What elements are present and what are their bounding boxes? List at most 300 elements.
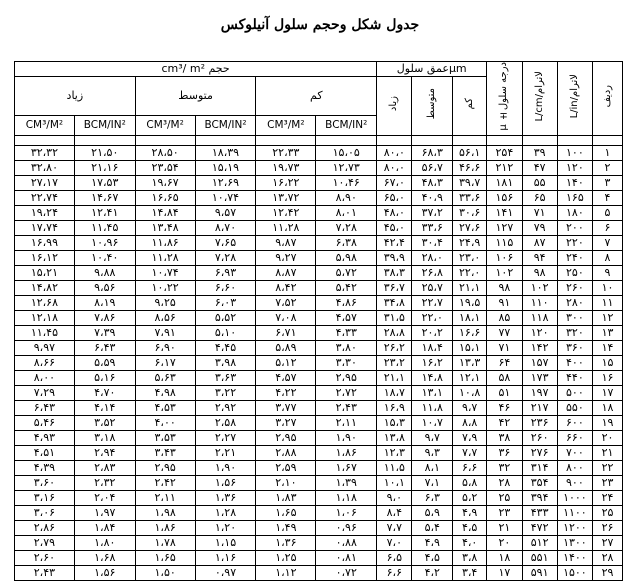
table-cell: ۱۲،۶۹	[195, 175, 256, 190]
table-cell: ۵۱۲	[522, 535, 557, 550]
table-row	[15, 280, 623, 295]
table-cell: ۲،۵۹	[256, 460, 316, 475]
unit-cm-high: CM³/M²	[15, 115, 75, 135]
table-cell: ۱۰،۸	[453, 385, 487, 400]
table-cell: ۲۳۶	[522, 415, 557, 430]
table-cell: ۴۴۰	[557, 370, 592, 385]
table-cell: ۲،۱۱	[316, 415, 377, 430]
table-cell: ۸۰،۰	[377, 160, 412, 175]
table-cell: ۲۲،۷	[412, 295, 453, 310]
table-cell: ۲۰	[487, 535, 522, 550]
table-cell: ۱۴۰	[557, 175, 592, 190]
table-cell: ۳،۶۰	[15, 475, 75, 490]
table-cell: ۸،۸۷	[256, 265, 316, 280]
table-cell: ۴،۷۰	[74, 385, 135, 400]
table-cell: ۷۹	[522, 220, 557, 235]
table-cell: ۸	[593, 250, 623, 265]
table-cell: ۸،۵۶	[135, 310, 195, 325]
table-cell: ۲،۴۳	[15, 565, 75, 580]
table-cell: ۱،۸۴	[74, 520, 135, 535]
table-cell: ۳۹	[522, 145, 557, 160]
volume-medium-header: متوسط	[135, 77, 256, 116]
table-cell: ۳،۵۲	[74, 415, 135, 430]
table-cell: ۴،۰۰	[135, 415, 195, 430]
table-cell: ۴	[593, 190, 623, 205]
table-cell: ۷،۰	[377, 535, 412, 550]
table-cell: ۲،۶۰	[15, 550, 75, 565]
table-cell: ۵۹۱	[522, 565, 557, 580]
table-cell: ۴،۳۹	[15, 460, 75, 475]
table-cell: ۱۴،۸	[412, 370, 453, 385]
table-row	[15, 205, 623, 220]
table-cell: ۴،۹۳	[15, 430, 75, 445]
table-cell: ۲۰	[593, 430, 623, 445]
table-cell: ۱،۸۶	[316, 445, 377, 460]
table-cell: ۱۳،۴۸	[135, 220, 195, 235]
table-cell: ۳،۵۳	[135, 430, 195, 445]
table-cell: ۳۰،۴	[412, 235, 453, 250]
table-cell: ۴۳۳	[522, 505, 557, 520]
table-cell: ۱،۶۸	[74, 550, 135, 565]
table-cell: ۳۹۴	[522, 490, 557, 505]
table-cell: ۲۱،۱	[453, 280, 487, 295]
table-cell: ۷۱	[487, 340, 522, 355]
table-cell: ۴،۱۴	[74, 400, 135, 415]
table-cell: ۵،۹	[412, 505, 453, 520]
table-cell: ۳۹،۹	[377, 250, 412, 265]
table-cell: ۱۲،۱	[453, 370, 487, 385]
table-cell: ۱۴،۸۴	[135, 205, 195, 220]
table-cell: ۴،۵۱	[15, 445, 75, 460]
table-cell: ۱۵،۳	[377, 415, 412, 430]
table-cell: ۹،۳	[412, 445, 453, 460]
table-cell: ۲،۰۴	[74, 490, 135, 505]
table-cell: ۱۲،۴۲	[256, 205, 316, 220]
table-cell: ۵،۴۲	[316, 280, 377, 295]
table-cell: ۱۰،۲۲	[135, 280, 195, 295]
table-cell: ۱۴،۸۲	[15, 280, 75, 295]
table-cell: ۵،۵۲	[195, 310, 256, 325]
table-cell: ۵۵	[522, 175, 557, 190]
anilox-cell-table	[14, 61, 623, 581]
table-cell: ۱،۵۶	[74, 565, 135, 580]
table-cell: ۱،۳۶	[195, 490, 256, 505]
table-cell: ۹،۷	[453, 400, 487, 415]
table-cell: ۱،۵۶	[195, 475, 256, 490]
table-cell: ۱۲،۱۸	[15, 310, 75, 325]
table-cell: ۹،۲۵	[135, 295, 195, 310]
table-cell: ۲۲۰	[557, 235, 592, 250]
table-body	[15, 135, 623, 580]
table-cell: ۱۶،۶	[453, 325, 487, 340]
table-cell: ۸،۱۹	[74, 295, 135, 310]
table-cell: ۸،۷۰	[195, 220, 256, 235]
table-row	[15, 325, 623, 340]
table-cell: ۱۲۰	[557, 160, 592, 175]
table-cell: ۸،۹۰	[316, 190, 377, 205]
table-cell: ۲۳،۰	[453, 250, 487, 265]
table-row	[15, 250, 623, 265]
table-cell: ۱۰،۱	[377, 475, 412, 490]
table-cell: ۷،۹۱	[135, 325, 195, 340]
table-cell: ۵،۴	[412, 520, 453, 535]
table-cell: ۴،۲	[412, 565, 453, 580]
table-cell: ۲۱،۱	[377, 370, 412, 385]
table-cell: ۵۰۰	[557, 385, 592, 400]
table-cell: ۲،۲۷	[195, 430, 256, 445]
table-cell: ۹۱	[487, 295, 522, 310]
table-cell: ۲۴۰	[557, 250, 592, 265]
table-cell: ۲۶،۲	[377, 340, 412, 355]
table-cell: ۲۱	[593, 445, 623, 460]
table-cell: ۲۲	[593, 460, 623, 475]
table-cell: ۲۲،۰	[412, 310, 453, 325]
table-cell: ۸،۴	[377, 505, 412, 520]
table-cell: ۴۸،۰	[377, 205, 412, 220]
depth-low-header: کم	[453, 77, 487, 136]
table-cell: ۴،۹	[453, 505, 487, 520]
table-cell: ۲۰۰	[557, 220, 592, 235]
table-cell: ۳،۲۲	[195, 385, 256, 400]
table-cell: ۴۲	[487, 415, 522, 430]
table-cell: ۲۲،۷۴	[15, 190, 75, 205]
table-cell: ۵،۱۰	[195, 325, 256, 340]
table-cell: ۱۷	[487, 565, 522, 580]
table-cell: ۶۵	[522, 190, 557, 205]
table-cell: ۱۱۰	[522, 295, 557, 310]
table-cell: ۱،۹۸	[135, 505, 195, 520]
table-cell: ۱	[593, 145, 623, 160]
table-cell: ۲۵	[593, 505, 623, 520]
table-cell: ۱۹۷	[522, 385, 557, 400]
table-cell: ۳۵۴	[522, 475, 557, 490]
table-cell: ۶	[593, 220, 623, 235]
table-cell: ۴۵،۰	[377, 220, 412, 235]
table-cell: ۱۱،۵	[377, 460, 412, 475]
table-cell: ۹،۵۷	[195, 205, 256, 220]
table-cell: ۲۷،۶	[453, 220, 487, 235]
table-cell: ۶،۳	[412, 490, 453, 505]
table-cell: ۲۸	[487, 475, 522, 490]
table-cell: ۵۱	[487, 385, 522, 400]
table-cell: ۷،۶۵	[195, 235, 256, 250]
table-cell: ۱۶۵	[557, 190, 592, 205]
table-row	[15, 160, 623, 175]
table-cell: ۱۳،۷۲	[256, 190, 316, 205]
table-cell: ۸۵	[487, 310, 522, 325]
table-cell: ۱۰،۷۴	[195, 190, 256, 205]
table-cell: ۳۲،۸۰	[15, 160, 75, 175]
table-cell: ۶،۵	[377, 550, 412, 565]
table-cell: ۳۶	[487, 445, 522, 460]
table-cell: ۱۱،۲۸	[135, 250, 195, 265]
table-cell: ۲۸،۸	[377, 325, 412, 340]
table-cell: ۶،۹۰	[135, 340, 195, 355]
table-cell: ۴۰،۹	[412, 190, 453, 205]
table-cell: ۲،۹۵	[135, 460, 195, 475]
table-cell: ۱۳	[593, 325, 623, 340]
table-cell: ۲۳،۲	[377, 355, 412, 370]
table-cell: ۷،۵۲	[256, 295, 316, 310]
table-cell: ۲،۸۳	[74, 460, 135, 475]
table-cell: ۲،۵۸	[195, 415, 256, 430]
table-cell: ۶،۳۸	[316, 235, 377, 250]
table-cell: ۹۴	[522, 250, 557, 265]
table-cell: ۱۰۶	[487, 250, 522, 265]
table-cell: ۴،۵	[412, 550, 453, 565]
table-cell: ۴۶،۶	[453, 160, 487, 175]
table-cell: ۱۶،۹۹	[15, 235, 75, 250]
table-cell: ۱۱۰۰	[557, 505, 592, 520]
table-cell: ۹،۲۷	[256, 250, 316, 265]
table-cell: ۲۶۰	[557, 280, 592, 295]
table-row	[15, 235, 623, 250]
table-cell: ۵،۸	[453, 475, 487, 490]
table-cell: ۴۲،۴	[377, 235, 412, 250]
table-cell: ۱۲،۳	[377, 445, 412, 460]
unit-bcm-low: BCM/IN²	[316, 115, 377, 135]
table-cell: ۷،۳۹	[74, 325, 135, 340]
table-cell: ۲،۷۹	[15, 535, 75, 550]
table-cell: ۶،۶۰	[195, 280, 256, 295]
table-cell: ۱۲۰	[522, 325, 557, 340]
table-cell: ۱،۳۹	[316, 475, 377, 490]
table-cell: ۱۷،۷۴	[15, 220, 75, 235]
table-row	[15, 490, 623, 505]
unit-cm-medium: CM³/M²	[135, 115, 195, 135]
table-cell: ۲،۱۰	[256, 475, 316, 490]
table-row	[15, 190, 623, 205]
table-cell: ۳۹،۷	[453, 175, 487, 190]
table-cell: ۱۰۰۰	[557, 490, 592, 505]
table-cell: ۲۶	[593, 520, 623, 535]
header-row-1	[15, 62, 623, 77]
table-cell: ۱،۰۶	[316, 505, 377, 520]
table-row	[15, 550, 623, 565]
table-cell: ۲،۸۶	[15, 520, 75, 535]
table-cell: ۵۵۰	[557, 400, 592, 415]
table-row	[15, 175, 623, 190]
unit-cm-low: CM³/M²	[256, 115, 316, 135]
table-cell: ۴،۴۵	[195, 340, 256, 355]
table-cell: ۴،۰	[453, 535, 487, 550]
table-cell: ۲۴،۹	[453, 235, 487, 250]
table-cell: ۳۸	[487, 430, 522, 445]
table-cell: ۲۸۰	[557, 295, 592, 310]
table-cell: ۲۵،۷	[412, 280, 453, 295]
table-cell: ۶،۴۳	[15, 400, 75, 415]
table-cell: ۱۶،۲۲	[256, 175, 316, 190]
table-cell: ۲۷۶	[522, 445, 557, 460]
table-cell: ۱۳،۸	[377, 430, 412, 445]
table-cell: ۲۱،۱۶	[74, 160, 135, 175]
table-cell: ۳۳،۶	[453, 190, 487, 205]
table-cell: ۳،۸	[453, 550, 487, 565]
table-cell: ۱،۹۰	[316, 430, 377, 445]
table-cell: ۱۶	[593, 370, 623, 385]
table-cell: ۶،۱۷	[135, 355, 195, 370]
table-cell: ۲،۳۲	[74, 475, 135, 490]
table-cell: ۶۴	[487, 355, 522, 370]
table-cell: ۲،۲۱	[195, 445, 256, 460]
table-cell: ۵۵۱	[522, 550, 557, 565]
table-cell: ۵،۶۳	[135, 370, 195, 385]
table-cell: ۵۸	[487, 370, 522, 385]
table-cell: ۱۸۱	[487, 175, 522, 190]
table-cell: ۸،۰۱	[316, 205, 377, 220]
table-cell: ۱،۱۶	[195, 550, 256, 565]
table-cell: ۷،۲۸	[316, 220, 377, 235]
table-cell: ۱۸،۴	[412, 340, 453, 355]
table-row	[15, 295, 623, 310]
table-cell: ۶،۷۱	[256, 325, 316, 340]
table-cell: ۴،۵۷	[316, 310, 377, 325]
table-cell: ۲۸،۰	[412, 250, 453, 265]
table-cell: ۹۰۰	[557, 475, 592, 490]
table-cell: ۶،۹۳	[195, 265, 256, 280]
table-cell: ۱۵۰۰	[557, 565, 592, 580]
table-cell: ۱۹،۲۴	[15, 205, 75, 220]
table-cell: ۲۸،۵۰	[135, 145, 195, 160]
table-cell: ۱۰۰	[557, 145, 592, 160]
table-cell: ۳۱،۵	[377, 310, 412, 325]
table-cell: ۱۳،۳	[453, 355, 487, 370]
table-cell: ۳۲،۳۲	[15, 145, 75, 160]
table-cell: ۱۲۷	[487, 220, 522, 235]
table-cell: ۱۹،۷۳	[256, 160, 316, 175]
table-cell: ۵،۵۹	[74, 355, 135, 370]
table-cell: ۳،۹۸	[195, 355, 256, 370]
table-cell: ۱،۲۵	[256, 550, 316, 565]
table-cell: ۲۱	[487, 520, 522, 535]
table-cell: ۱،۶۵	[135, 550, 195, 565]
depth-high-header: زیاد	[377, 77, 412, 136]
table-cell: ۵،۱۲	[256, 355, 316, 370]
table-cell: ۸،۸	[453, 415, 487, 430]
table-cell: ۶،۶	[453, 460, 487, 475]
table-cell: ۱۵۷	[522, 355, 557, 370]
table-row	[15, 340, 623, 355]
table-cell: ۱،۵۰	[135, 565, 195, 580]
table-cell: ۱۲۰۰	[557, 520, 592, 535]
table-cell: ۴۷	[522, 160, 557, 175]
table-cell: ۴،۵۳	[135, 400, 195, 415]
table-cell: ۲۴	[593, 490, 623, 505]
table-cell: ۳۶،۷	[377, 280, 412, 295]
table-cell: ۸،۴۲	[256, 280, 316, 295]
table-cell: ۴۸،۳	[412, 175, 453, 190]
table-cell: ۹۸	[522, 265, 557, 280]
table-cell: ۹،۷	[412, 430, 453, 445]
table-cell: ۱،۹۷	[74, 505, 135, 520]
table-cell: ۱۶،۱۲	[15, 250, 75, 265]
depth-group-header: عمق سلولµm	[377, 62, 487, 77]
table-cell: ۶،۰۳	[195, 295, 256, 310]
table-cell: ۳،۳۰	[316, 355, 377, 370]
table-row	[15, 445, 623, 460]
table-row	[15, 415, 623, 430]
volume-group-header: cm³/ m² حجم	[15, 62, 377, 77]
table-cell: ۵،۴۶	[15, 415, 75, 430]
table-cell: ۹،۹۷	[15, 340, 75, 355]
table-cell: ۱۸	[487, 550, 522, 565]
table-cell: ۹،۵۶	[74, 280, 135, 295]
table-cell: ۲۵	[487, 490, 522, 505]
table-cell: ۷،۹	[453, 430, 487, 445]
table-cell: ۷	[593, 235, 623, 250]
table-cell: ۱،۲۰	[195, 520, 256, 535]
table-cell: ۱۶،۹	[377, 400, 412, 415]
table-row	[15, 535, 623, 550]
table-cell: ۳،۱۸	[74, 430, 135, 445]
table-cell: ۳،۴۳	[135, 445, 195, 460]
table-cell: ۲۵۰	[557, 265, 592, 280]
table-cell: ۸۰،۰	[377, 145, 412, 160]
table-cell: ۱۲،۷۳	[316, 160, 377, 175]
table-cell: ۵۶،۱	[453, 145, 487, 160]
table-cell: ۳،۸۰	[316, 340, 377, 355]
table-cell: ۳۴،۸	[377, 295, 412, 310]
table-cell: ۴،۹۸	[135, 385, 195, 400]
table-cell: ۳،۷۷	[256, 400, 316, 415]
table-cell: ۳،۲۷	[256, 415, 316, 430]
table-cell: ۴،۲۲	[256, 385, 316, 400]
table-cell: ۱،۶۷	[316, 460, 377, 475]
table-cell: ۲۱،۵۰	[74, 145, 135, 160]
table-cell: ۲،۷۲	[316, 385, 377, 400]
table-cell: ۲۳	[487, 505, 522, 520]
table-cell: ۲،۹۵	[316, 370, 377, 385]
volume-low-header: کم	[256, 77, 377, 116]
table-cell: ۱۸	[593, 400, 623, 415]
table-row	[15, 565, 623, 580]
table-cell: ۱۰،۷	[412, 415, 453, 430]
table-cell: ۴،۵۷	[256, 370, 316, 385]
table-cell: ۱،۷۸	[135, 535, 195, 550]
table-cell: ۵۶،۷	[412, 160, 453, 175]
table-cell: ۱۴۰۰	[557, 550, 592, 565]
spacer-row	[15, 135, 623, 145]
table-cell: ۲۶۰	[522, 430, 557, 445]
table-cell: ۳،۴	[453, 565, 487, 580]
table-cell: ۸،۶۶	[15, 355, 75, 370]
table-cell: ۱۱،۸۶	[135, 235, 195, 250]
table-cell: ۱،۱۸	[316, 490, 377, 505]
table-cell: ۱۲	[593, 310, 623, 325]
table-cell: ۱۶،۶۵	[135, 190, 195, 205]
table-row	[15, 220, 623, 235]
table-cell: ۱۵	[593, 355, 623, 370]
table-row	[15, 310, 623, 325]
table-cell: ۶۷،۰	[377, 175, 412, 190]
table-cell: ۱،۸۳	[256, 490, 316, 505]
table-cell: ۱۷،۵۳	[74, 175, 135, 190]
table-cell: ۱،۱۵	[195, 535, 256, 550]
table-cell: ۱،۱۲	[256, 565, 316, 580]
table-cell: ۱۴۲	[522, 340, 557, 355]
table-cell: ۱۰،۹۶	[74, 235, 135, 250]
table-cell: ۹۸	[487, 280, 522, 295]
table-cell: ۱۵،۱	[453, 340, 487, 355]
table-cell: ۱۸،۳۹	[195, 145, 256, 160]
row-number-header: ردیف	[593, 62, 623, 136]
table-cell: ۱۹،۶۷	[135, 175, 195, 190]
table-cell: ۷،۷	[377, 520, 412, 535]
table-cell: ۵،۹۸	[316, 250, 377, 265]
table-cell: ۳۰۰	[557, 310, 592, 325]
table-cell: ۷۰۰	[557, 445, 592, 460]
table-cell: ۹	[593, 265, 623, 280]
